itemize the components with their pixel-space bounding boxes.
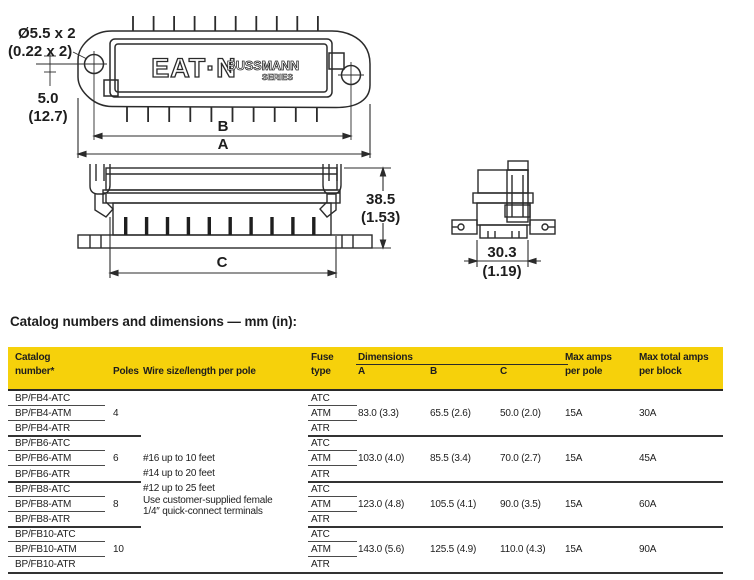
col-header-catalog-line1: Catalog bbox=[15, 352, 51, 363]
fuse-type-cell: ATR bbox=[311, 423, 330, 434]
col-header-dimensions-group: Dimensions bbox=[358, 352, 413, 363]
max-amps-cell: 15A bbox=[565, 544, 583, 555]
wire-note-line: #12 up to 25 feet bbox=[143, 483, 215, 494]
catalog-cell: BP/FB8-ATM bbox=[15, 499, 72, 510]
col-header-poles: Poles bbox=[113, 366, 139, 377]
dim-c-cell: 70.0 (2.7) bbox=[500, 453, 541, 464]
table-divider bbox=[8, 420, 105, 421]
hole-diameter-label-in: (0.22 x 2) bbox=[8, 43, 73, 60]
height-label-in: (1.53) bbox=[361, 209, 401, 226]
wire-terminal-note-line: Use customer-supplied female bbox=[143, 495, 273, 506]
fuse-type-cell: ATM bbox=[311, 499, 331, 510]
dim-c-cell: 90.0 (3.5) bbox=[500, 499, 541, 510]
col-header-max-total bbox=[639, 352, 708, 377]
series-label: SERIES bbox=[261, 72, 293, 82]
hole-offset-label-mm: 5.0 bbox=[37, 90, 59, 107]
table-divider bbox=[308, 511, 357, 512]
fuse-type-cell: ATR bbox=[311, 469, 330, 480]
table-divider bbox=[8, 496, 105, 497]
poles-cell: 4 bbox=[113, 408, 119, 419]
max-total-cell: 90A bbox=[639, 544, 657, 555]
catalog-cell: BP/FB8-ATR bbox=[15, 514, 71, 525]
group-divider bbox=[308, 526, 723, 528]
fuse-type-cell: ATM bbox=[311, 408, 331, 419]
fuse-type-cell: ATC bbox=[311, 529, 330, 540]
table-divider bbox=[308, 420, 357, 421]
col-header-dim-a: A bbox=[358, 366, 366, 377]
table-divider bbox=[8, 465, 105, 466]
dim-c-cell: 110.0 (4.3) bbox=[500, 544, 546, 555]
catalog-cell: BP/FB4-ATR bbox=[15, 423, 71, 434]
table-body bbox=[8, 391, 723, 575]
col-header-max-amps-line2: per pole bbox=[565, 366, 603, 377]
max-amps-cell: 15A bbox=[565, 408, 583, 419]
catalog-cell: BP/FB4-ATM bbox=[15, 408, 72, 419]
col-header-fuse-line1: Fuse bbox=[311, 352, 334, 363]
catalog-cell: BP/FB6-ATC bbox=[15, 438, 71, 449]
max-total-cell: 45A bbox=[639, 453, 657, 464]
catalog-cell: BP/FB8-ATC bbox=[15, 484, 71, 495]
dim-b-cell: 125.5 (4.9) bbox=[430, 544, 477, 555]
col-header-fuse bbox=[311, 352, 334, 377]
fuse-type-cell: ATC bbox=[311, 393, 330, 404]
col-header-dim-c: C bbox=[500, 366, 508, 377]
poles-cell: 8 bbox=[113, 499, 119, 510]
catalog-cell: BP/FB10-ATC bbox=[15, 529, 76, 540]
hole-offset-label-in: (12.7) bbox=[28, 108, 68, 125]
table-divider bbox=[308, 541, 357, 542]
hole-diameter-label-mm: Ø5.5 x 2 bbox=[18, 25, 76, 42]
poles-cell: 10 bbox=[113, 544, 124, 555]
height-label-mm: 38.5 bbox=[366, 191, 396, 208]
dimensions-group-underline bbox=[356, 364, 568, 365]
catalog-cell: BP/FB6-ATM bbox=[15, 453, 72, 464]
col-header-max-total-line2: per block bbox=[639, 366, 682, 377]
dimension-height bbox=[344, 168, 391, 248]
end-width-label-mm: 30.3 bbox=[487, 244, 517, 261]
table-divider bbox=[8, 556, 105, 557]
group-divider bbox=[308, 481, 723, 483]
col-header-max-total-line1: Max total amps bbox=[639, 352, 709, 363]
dim-b-cell: 105.5 (4.1) bbox=[430, 499, 477, 510]
dim-a-cell: 83.0 (3.3) bbox=[358, 408, 399, 419]
fuse-type-cell: ATM bbox=[311, 453, 331, 464]
bussmann-series-label: BUSSMANN bbox=[226, 59, 300, 73]
group-divider bbox=[308, 435, 723, 437]
max-amps-cell: 15A bbox=[565, 499, 583, 510]
col-header-catalog-line2: number* bbox=[15, 366, 55, 377]
col-header-wire: Wire size/length per pole bbox=[143, 366, 256, 377]
catalog-cell: BP/FB6-ATR bbox=[15, 469, 71, 480]
dim-a-cell: 103.0 (4.0) bbox=[358, 453, 405, 464]
side-view-drawing bbox=[78, 164, 400, 278]
table-divider bbox=[308, 465, 357, 466]
dim-a-label: A bbox=[217, 136, 229, 153]
max-amps-cell: 15A bbox=[565, 453, 583, 464]
table-divider bbox=[308, 450, 357, 451]
top-view-drawing bbox=[8, 16, 370, 158]
max-total-cell: 30A bbox=[639, 408, 657, 419]
table-divider bbox=[308, 405, 357, 406]
end-view-drawing bbox=[452, 161, 555, 280]
wire-size-notes bbox=[143, 451, 215, 496]
table-divider bbox=[8, 511, 105, 512]
col-header-catalog bbox=[15, 352, 54, 377]
wire-note-line: #14 up to 20 feet bbox=[143, 468, 215, 479]
fuse-type-cell: ATM bbox=[311, 544, 331, 555]
fuse-type-cell: ATR bbox=[311, 559, 330, 570]
catalog-cell: BP/FB10-ATM bbox=[15, 544, 77, 555]
poles-cell: 6 bbox=[113, 453, 119, 464]
wire-terminal-note bbox=[143, 495, 272, 517]
table-divider bbox=[308, 556, 357, 557]
col-header-fuse-line2: type bbox=[311, 366, 331, 377]
dim-a-cell: 143.0 (5.6) bbox=[358, 544, 405, 555]
terminal-blades bbox=[124, 217, 316, 235]
fuse-type-cell: ATC bbox=[311, 484, 330, 495]
catalog-table bbox=[8, 347, 723, 575]
table-divider bbox=[308, 496, 357, 497]
col-header-dim-b: B bbox=[430, 366, 438, 377]
wire-note-line: #16 up to 10 feet bbox=[143, 453, 215, 464]
col-header-max-amps bbox=[565, 352, 612, 377]
catalog-cell: BP/FB4-ATC bbox=[15, 393, 71, 404]
wire-terminal-note-line: 1/4″ quick-connect terminals bbox=[143, 506, 263, 517]
dim-c-cell: 50.0 (2.0) bbox=[500, 408, 541, 419]
table-header-row bbox=[8, 347, 723, 391]
catalog-cell: BP/FB10-ATR bbox=[15, 559, 76, 570]
fuse-type-cell: ATC bbox=[311, 438, 330, 449]
dim-a-cell: 123.0 (4.8) bbox=[358, 499, 405, 510]
dim-b-cell: 85.5 (3.4) bbox=[430, 453, 471, 464]
dim-c-label: C bbox=[216, 254, 228, 271]
eaton-logo: EAT·N bbox=[151, 53, 237, 83]
end-width-label-in: (1.19) bbox=[482, 263, 522, 280]
table-bottom-border bbox=[8, 572, 723, 574]
table-divider bbox=[8, 541, 105, 542]
section-title: Catalog numbers and dimensions — mm (in): bbox=[10, 314, 297, 329]
table-divider bbox=[8, 405, 105, 406]
fuse-type-cell: ATR bbox=[311, 514, 330, 525]
table-divider bbox=[8, 450, 105, 451]
dim-b-label: B bbox=[217, 118, 229, 135]
max-total-cell: 60A bbox=[639, 499, 657, 510]
dim-b-cell: 65.5 (2.6) bbox=[430, 408, 471, 419]
col-header-max-amps-line1: Max amps bbox=[565, 352, 612, 363]
